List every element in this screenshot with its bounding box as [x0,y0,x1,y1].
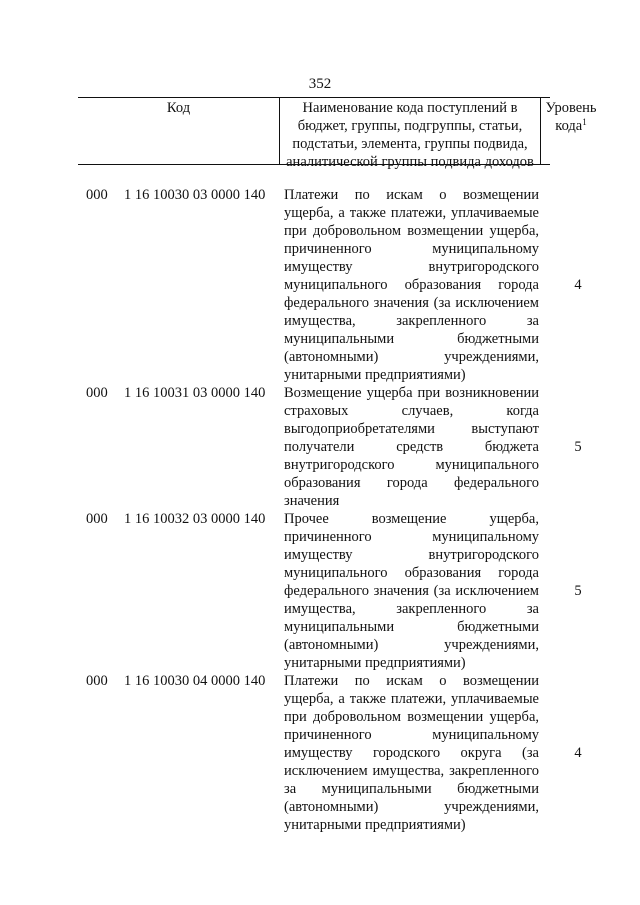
row-code: 1 16 10030 04 0000 140 [124,673,266,689]
row-code: 1 16 10031 03 0000 140 [124,385,266,401]
table-header [78,97,597,170]
row-prefix: 000 [86,511,108,527]
row-prefix: 000 [86,673,108,689]
row-code: 1 16 10032 03 0000 140 [124,511,266,527]
row-code: 1 16 10030 03 0000 140 [124,187,266,203]
header-level-footnote: 1 [582,117,587,127]
table-row [0,510,640,672]
row-description: Возмещение ущерба при возникновении страховых случаев, когда выгодоприобретателями выступают получатели средств бюджета внутригородского муниципального образования города федерального значения [284,385,539,509]
row-prefix: 000 [86,385,108,401]
row-level: 4 [574,745,582,761]
table-row [0,186,640,384]
row-level: 5 [574,583,582,599]
table-row [0,384,640,510]
header-level [541,98,601,164]
header-level-label: Уровень кода [545,100,597,134]
row-level: 5 [574,439,582,455]
row-description: Прочее возмещение ущерба, причиненного муниципальному имуществу внутригородского муниципального образования города федерального значения (за исключением имущества, закрепленного за муниципальными бюджетными (автономными) учреждениями, унитарными предприятиями) [284,511,539,671]
table-body [0,186,640,834]
header-code: Код [166,100,191,116]
header-name: Наименование кода поступлений в бюджет, группы, подгруппы, статьи, подстатьи, элемента, группы подвида, аналитической группы подвида доходов [279,98,541,164]
page-number: 352 [308,76,332,92]
table-row [0,672,640,834]
row-level: 4 [574,277,582,293]
row-description: Платежи по искам о возмещении ущерба, а также платежи, уплачиваемые при добровольном возмещении ущерба, причиненного муниципальному имуществу внутригородского муниципального образования города федерального значения (за исключением имущества, закрепленного за муниципальными бюджетными (автономными) учреждениями, унитарными предприятиями) [284,187,539,383]
row-prefix: 000 [86,187,108,203]
row-description: Платежи по искам о возмещении ущерба, а также платежи, уплачиваемые при добровольном возмещении ущерба, причиненного муниципальному имуществу городского округа (за исключением имущества, закрепленного за муниципальными бюджетными (автономными) учреждениями, унитарными предприятиями) [284,673,539,833]
